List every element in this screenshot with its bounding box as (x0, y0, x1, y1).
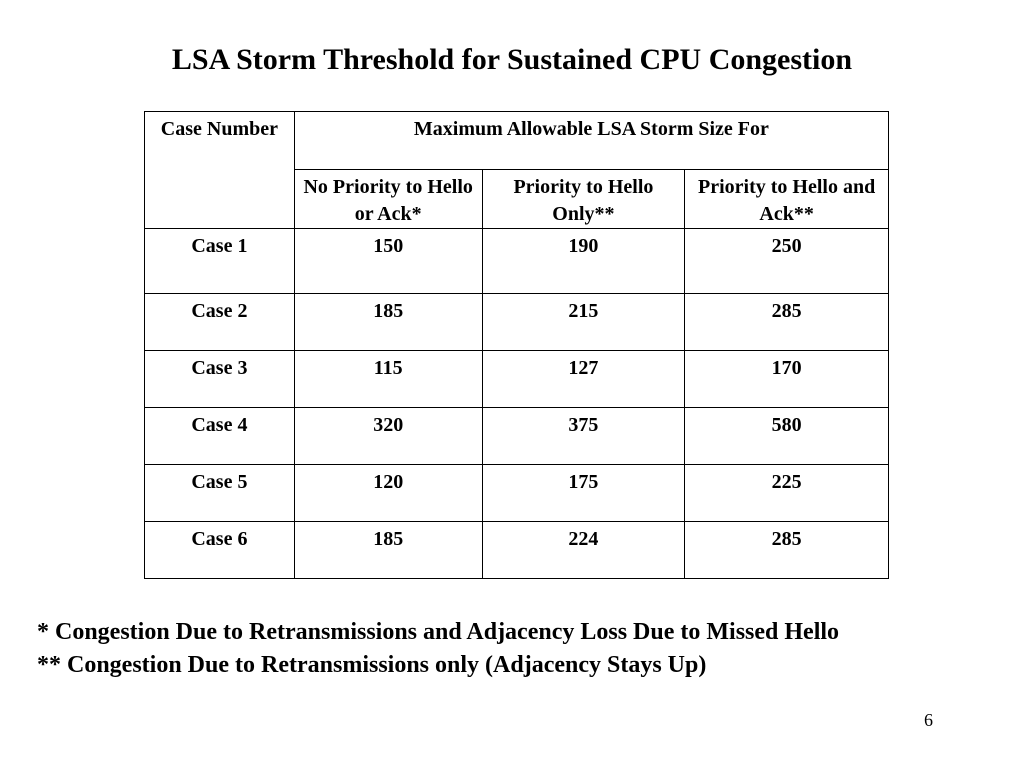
table-cell: 127 (482, 351, 685, 408)
lsa-storm-table (144, 111, 889, 579)
table-cell: 225 (685, 465, 889, 522)
case-number-header: Case Number (145, 112, 295, 229)
case-label: Case 4 (145, 408, 295, 465)
table-cell: 375 (482, 408, 685, 465)
table-row (145, 229, 889, 294)
table-cell: 120 (294, 465, 482, 522)
table-cell: 250 (685, 229, 889, 294)
footnote-double-asterisk: ** Congestion Due to Retransmissions only (Adjacency Stays Up) (37, 652, 707, 678)
column-header: Priority to Hello and Ack** (685, 170, 889, 229)
table-header-row (145, 112, 889, 170)
case-label: Case 6 (145, 522, 295, 579)
case-label: Case 5 (145, 465, 295, 522)
table-cell: 185 (294, 522, 482, 579)
case-label: Case 1 (145, 229, 295, 294)
table-cell: 580 (685, 408, 889, 465)
footnote-single-asterisk: * Congestion Due to Retransmissions and Adjacency Loss Due to Missed Hello (37, 619, 840, 645)
column-header: Priority to Hello Only** (482, 170, 685, 229)
slide-title: LSA Storm Threshold for Sustained CPU Congestion (171, 43, 853, 76)
table-cell: 285 (685, 522, 889, 579)
table-cell: 185 (294, 294, 482, 351)
table-cell: 224 (482, 522, 685, 579)
table-row (145, 522, 889, 579)
table-row (145, 351, 889, 408)
max-storm-size-header: Maximum Allowable LSA Storm Size For (294, 112, 888, 170)
page-number: 6 (924, 710, 933, 730)
table-cell: 190 (482, 229, 685, 294)
table-cell: 215 (482, 294, 685, 351)
column-header: No Priority to Hello or Ack* (294, 170, 482, 229)
table-row (145, 408, 889, 465)
table-cell: 285 (685, 294, 889, 351)
table-cell: 150 (294, 229, 482, 294)
case-label: Case 3 (145, 351, 295, 408)
table-cell: 170 (685, 351, 889, 408)
table-cell: 320 (294, 408, 482, 465)
table-row (145, 294, 889, 351)
table-row (145, 465, 889, 522)
case-label: Case 2 (145, 294, 295, 351)
table-cell: 175 (482, 465, 685, 522)
table-cell: 115 (294, 351, 482, 408)
footnotes (37, 616, 839, 682)
